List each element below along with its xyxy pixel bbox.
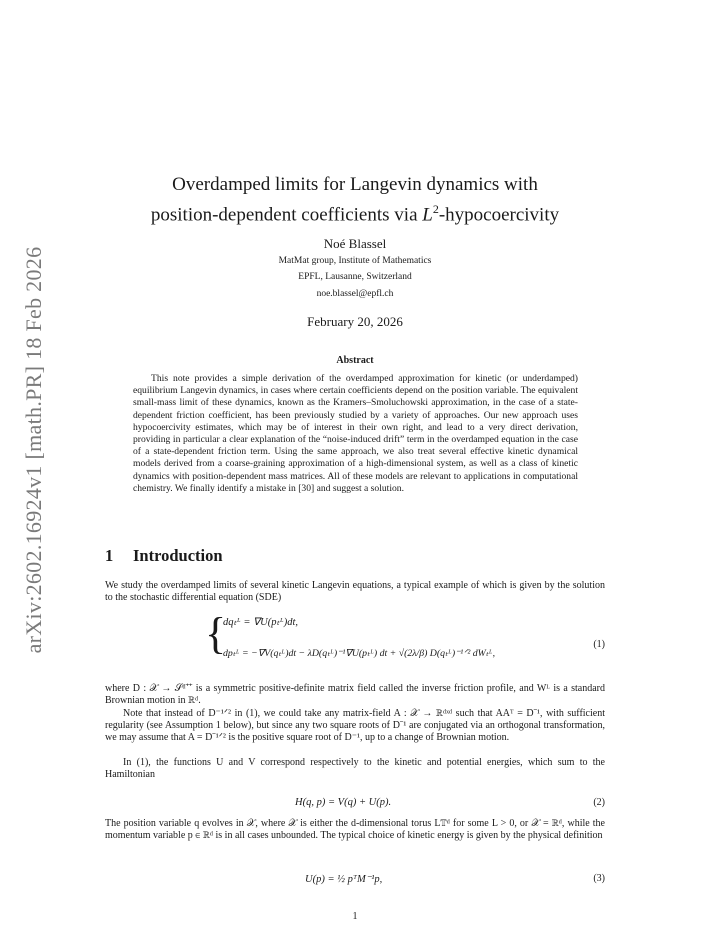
section-title: Introduction bbox=[133, 546, 223, 565]
paper-date: February 20, 2026 bbox=[307, 314, 403, 329]
title-line-2: position-dependent coefficients via $L^2$-hypocoercivity bbox=[150, 202, 560, 226]
affiliation-1: MatMat group, Institute of Mathematics bbox=[278, 256, 432, 266]
equation-2: H(q, p) = V(q) + U(p). bbox=[295, 797, 392, 808]
equation-1-number: (1) bbox=[593, 639, 605, 650]
paragraph-2: where D : 𝒳 → 𝒮ᵈ⁺⁺ is a symmetric positive-definite matrix field called the inverse friction profile, and Wᴸ is a standard Brownian motion in ℝᵈ. bbox=[105, 683, 605, 707]
equation-brace: { bbox=[205, 609, 227, 658]
equation-3: U(p) = ½ pᵀM⁻¹p, bbox=[305, 874, 383, 885]
section-number: 1 bbox=[105, 546, 114, 565]
equation-3-number: (3) bbox=[593, 873, 605, 884]
paragraph-3: Note that instead of D⁻¹ᐟ² in (1), we could take any matrix-field A : 𝒳 → ℝᵈˣᵈ such that AAᵀ = D⁻¹, with sufficient regularity (see Assumption 1 below), but since any two square roots of D⁻¹ are conjugated via an orthogonal transformation, we may assume that A = D⁻¹ᐟ² is the positive square root of D⁻¹, up to a change of Brownian motion. bbox=[105, 708, 605, 744]
abstract-heading: Abstract bbox=[336, 355, 374, 366]
section-heading bbox=[105, 546, 223, 566]
arxiv-id: arXiv:2602.16924v1 [math.PR] 18 Feb 2026 bbox=[21, 246, 46, 654]
affiliation-2: EPFL, Lausanne, Switzerland bbox=[298, 272, 412, 282]
paragraph-4: In (1), the functions U and V correspond respectively to the kinetic and potential energies, which sum to the Hamiltonian bbox=[105, 757, 605, 781]
equation-1-line-1: dqₜᴸ = ∇U(pₜᴸ)dt, bbox=[223, 617, 299, 628]
author-name: Noé Blassel bbox=[323, 236, 387, 251]
author-email[interactable]: noe.blassel@epfl.ch bbox=[316, 289, 394, 299]
paragraph-5: The position variable q evolves in 𝒳, where 𝒳 is either the d-dimensional torus L𝕋ᵈ for some L > 0, or 𝒳 = ℝᵈ, while the momentum variable p ∈ ℝᵈ is in all cases unbounded. The typical choice of kinetic energy is given by the physical definition bbox=[105, 818, 605, 842]
page-number: 1 bbox=[352, 911, 358, 922]
equation-2-number: (2) bbox=[593, 797, 605, 808]
title-line-1: Overdamped limits for Langevin dynamics with bbox=[172, 174, 538, 195]
abstract-text: This note provides a simple derivation of the overdamped approximation for kinetic (or underdamped) equilibrium Langevin dynamics, in cases where certain coefficients depend on the position variable. The equivalent small-mass limit of these dynamics, known as the Kramers–Smoluchowski approximation, in the case of a state-dependent friction coefficient, has been previously studied by a variety of approaches. Our new approach uses hypocoercivity estimates, which may be of interest in their own right, and lead to a very direct derivation, providing in particular a clear explanation of the “noise-induced drift” term in the overdamped equation in the case of a state-dependent friction term. Using the same approach, we also treat several effective kinetic dynamical models derived from a coarse-graining approximation of a high-dimensional system, as well as a class of kinetic dynamics with position-dependent mass matrices. All of these models are relevant to applications in computational chemistry. We finally identify a mistake in [30] and suggest a solution. bbox=[133, 373, 578, 494]
paragraph-1: We study the overdamped limits of several kinetic Langevin equations, a typical example of which is given by the solution to the stochastic differential equation (SDE) bbox=[105, 580, 605, 604]
equation-1-line-2: dpₜᴸ = −∇V(qₜᴸ)dt − λD(qₜᴸ)⁻¹∇U(pₜᴸ) dt + √(2λ/β) D(qₜᴸ)⁻¹ᐟ² dWₜᴸ, bbox=[223, 648, 496, 659]
paper-title bbox=[105, 172, 605, 227]
arxiv-sidebar bbox=[14, 245, 54, 655]
